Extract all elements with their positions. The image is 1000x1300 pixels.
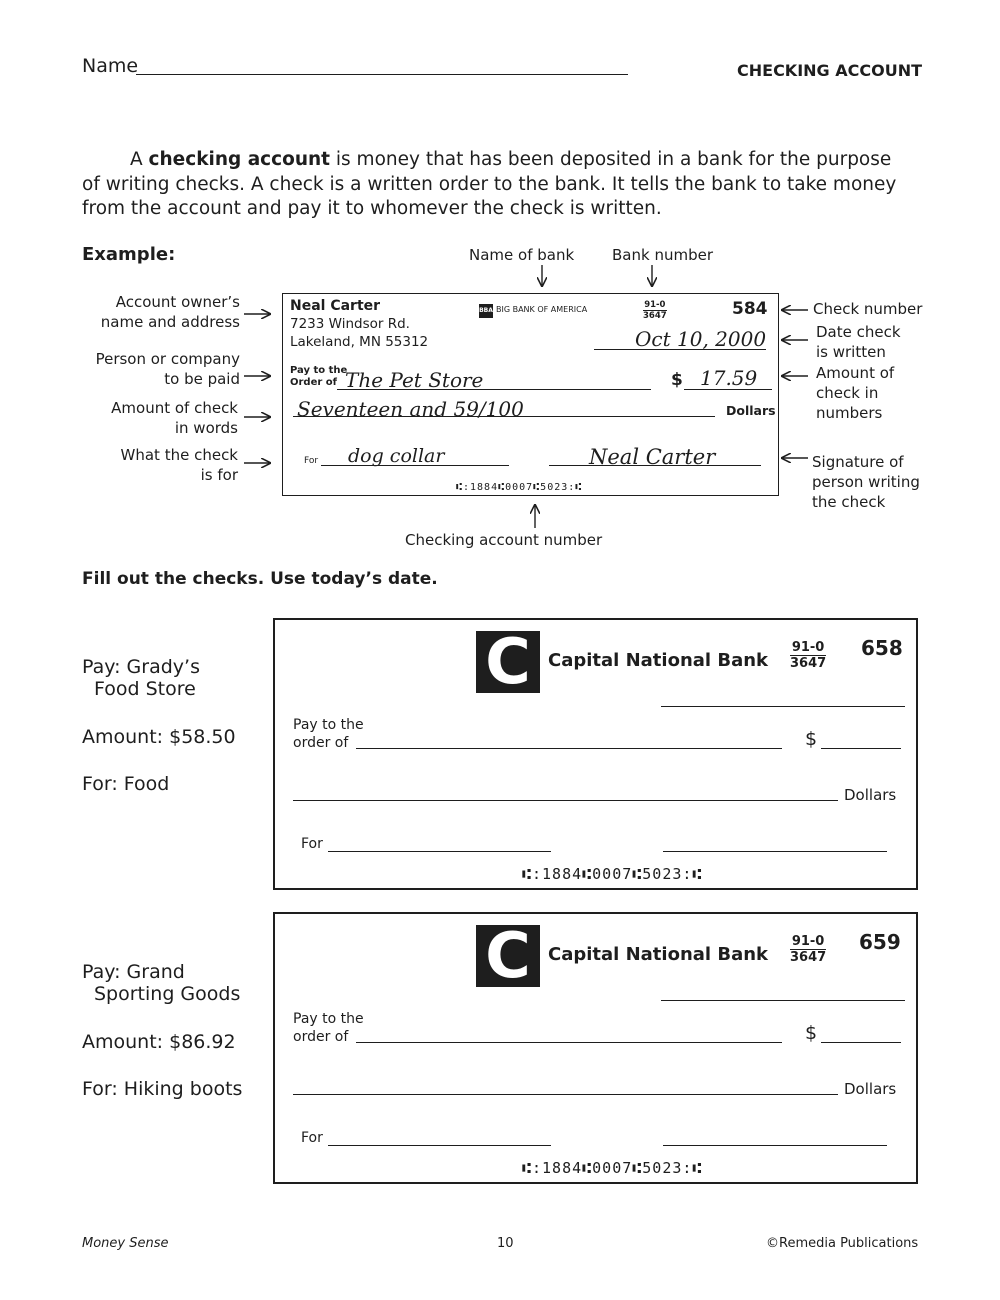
section-title: CHECKING ACCOUNT [737, 61, 923, 80]
for-label: For [304, 456, 319, 466]
name-label: Name [82, 55, 139, 77]
amount-words: Seventeen and 59/100 [297, 397, 524, 421]
bank-name: BIG BANK OF AMERICA [496, 305, 588, 314]
check-number: 658 [861, 636, 903, 660]
exercise-1-pay-2: Food Store [94, 678, 196, 700]
footer-copyright: ©Remedia Publications [766, 1236, 919, 1251]
micr-line: ⑆:1884⑆0007⑆5023:⑆ [522, 865, 703, 883]
payee-value: The Pet Store [345, 368, 484, 392]
pay-to-label: Pay to the order of [293, 1011, 364, 1045]
memo-line[interactable] [328, 1145, 551, 1146]
dollars-label: Dollars [726, 403, 776, 418]
example-check [282, 293, 779, 496]
bank-name: Capital National Bank [548, 944, 768, 965]
label-account-number: Checking account number [405, 531, 603, 549]
memo-line [321, 465, 509, 466]
memo-value: dog collar [348, 445, 445, 467]
amount-line[interactable] [821, 748, 901, 749]
memo-line[interactable] [328, 851, 551, 852]
date-value: Oct 10, 2000 [635, 327, 767, 351]
footer-book-title: Money Sense [82, 1236, 169, 1251]
instructions: Fill out the checks. Use today’s date. [82, 569, 438, 589]
exercise-1-pay-1: Pay: Grady’s [82, 656, 200, 678]
owner-address-1: 7233 Windsor Rd. [290, 316, 410, 332]
amount-numeric: 17.59 [700, 366, 758, 390]
check-number: 584 [732, 299, 768, 319]
dollar-sign: $ [805, 728, 818, 750]
bank-number: 91-0 3647 [643, 300, 667, 321]
bank-logo-icon: C [476, 631, 540, 693]
amount-words-line[interactable] [293, 800, 838, 801]
exercise-2-for: For: Hiking boots [82, 1078, 243, 1100]
intro-lead: A [130, 149, 149, 170]
micr-line: ⑆:1884⑆0007⑆5023:⑆ [456, 482, 583, 493]
intro-line3: from the account and pay it to whomever the check is written. [82, 198, 662, 219]
exercise-2-pay-1: Pay: Grand [82, 961, 185, 983]
date-line [594, 349, 766, 350]
label-bank-number: Bank number [612, 246, 713, 264]
bank-logo: BBA [479, 304, 493, 318]
exercise-2-check [273, 912, 918, 1184]
amount-line [684, 389, 772, 390]
date-line[interactable] [661, 1000, 905, 1001]
intro-line2: of writing checks. A check is a written order to the bank. It tells the bank to take money [82, 173, 897, 195]
bank-logo-icon: C [476, 925, 540, 987]
label-name-of-bank: Name of bank [469, 246, 575, 264]
signature-value: Neal Carter [589, 445, 716, 469]
amount-line[interactable] [821, 1042, 901, 1043]
amount-words-line [293, 416, 715, 417]
intro-line1-rest: is money that has been deposited in a bank for the purpose [330, 149, 892, 170]
bank-name: Capital National Bank [548, 650, 768, 671]
signature-line [549, 465, 761, 466]
bank-number: 91-0 3647 [790, 640, 827, 671]
footer-page-number: 10 [497, 1236, 514, 1251]
for-label: For [301, 836, 323, 852]
signature-line[interactable] [663, 851, 887, 852]
payee-line [337, 389, 651, 390]
payee-line[interactable] [356, 1042, 782, 1043]
exercise-1-check [273, 618, 918, 890]
owner-address-2: Lakeland, MN 55312 [290, 334, 429, 350]
check-number: 659 [859, 930, 901, 954]
label-amount-numbers: Amount of check in numbers [816, 364, 895, 422]
exercise-2-amount: Amount: $86.92 [82, 1031, 236, 1053]
date-line[interactable] [661, 706, 905, 707]
dollar-sign: $ [805, 1022, 818, 1044]
exercise-2-info [82, 961, 240, 1005]
micr-line: ⑆:1884⑆0007⑆5023:⑆ [522, 1159, 703, 1177]
exercise-2-pay-2: Sporting Goods [94, 983, 241, 1005]
dollars-label: Dollars [844, 1080, 897, 1098]
label-amount-words: Amount of check in words [111, 399, 238, 437]
signature-line[interactable] [663, 1145, 887, 1146]
label-signature: Signature of person writing the check [812, 453, 920, 511]
for-label: For [301, 1130, 323, 1146]
exercise-1-amount: Amount: $58.50 [82, 726, 236, 748]
example-heading: Example: [82, 244, 176, 265]
label-check-number: Check number [813, 300, 923, 318]
label-owner: Account owner’s name and address [100, 293, 240, 331]
label-for: What the check is for [120, 446, 238, 484]
label-payee: Person or company to be paid [95, 350, 240, 388]
label-date: Date check is written [816, 323, 901, 361]
exercise-1-info [82, 656, 200, 700]
payee-line[interactable] [356, 748, 782, 749]
exercise-1-for: For: Food [82, 773, 170, 795]
dollars-label: Dollars [844, 786, 897, 804]
pay-to-label: Pay to the order of [293, 717, 364, 751]
amount-words-line[interactable] [293, 1094, 838, 1095]
owner-name: Neal Carter [290, 298, 381, 314]
intro-term: checking account [148, 149, 331, 170]
pay-to-label: Pay to the Order of [290, 365, 348, 388]
dollar-sign: $ [671, 370, 683, 390]
bank-number: 91-0 3647 [790, 934, 827, 965]
